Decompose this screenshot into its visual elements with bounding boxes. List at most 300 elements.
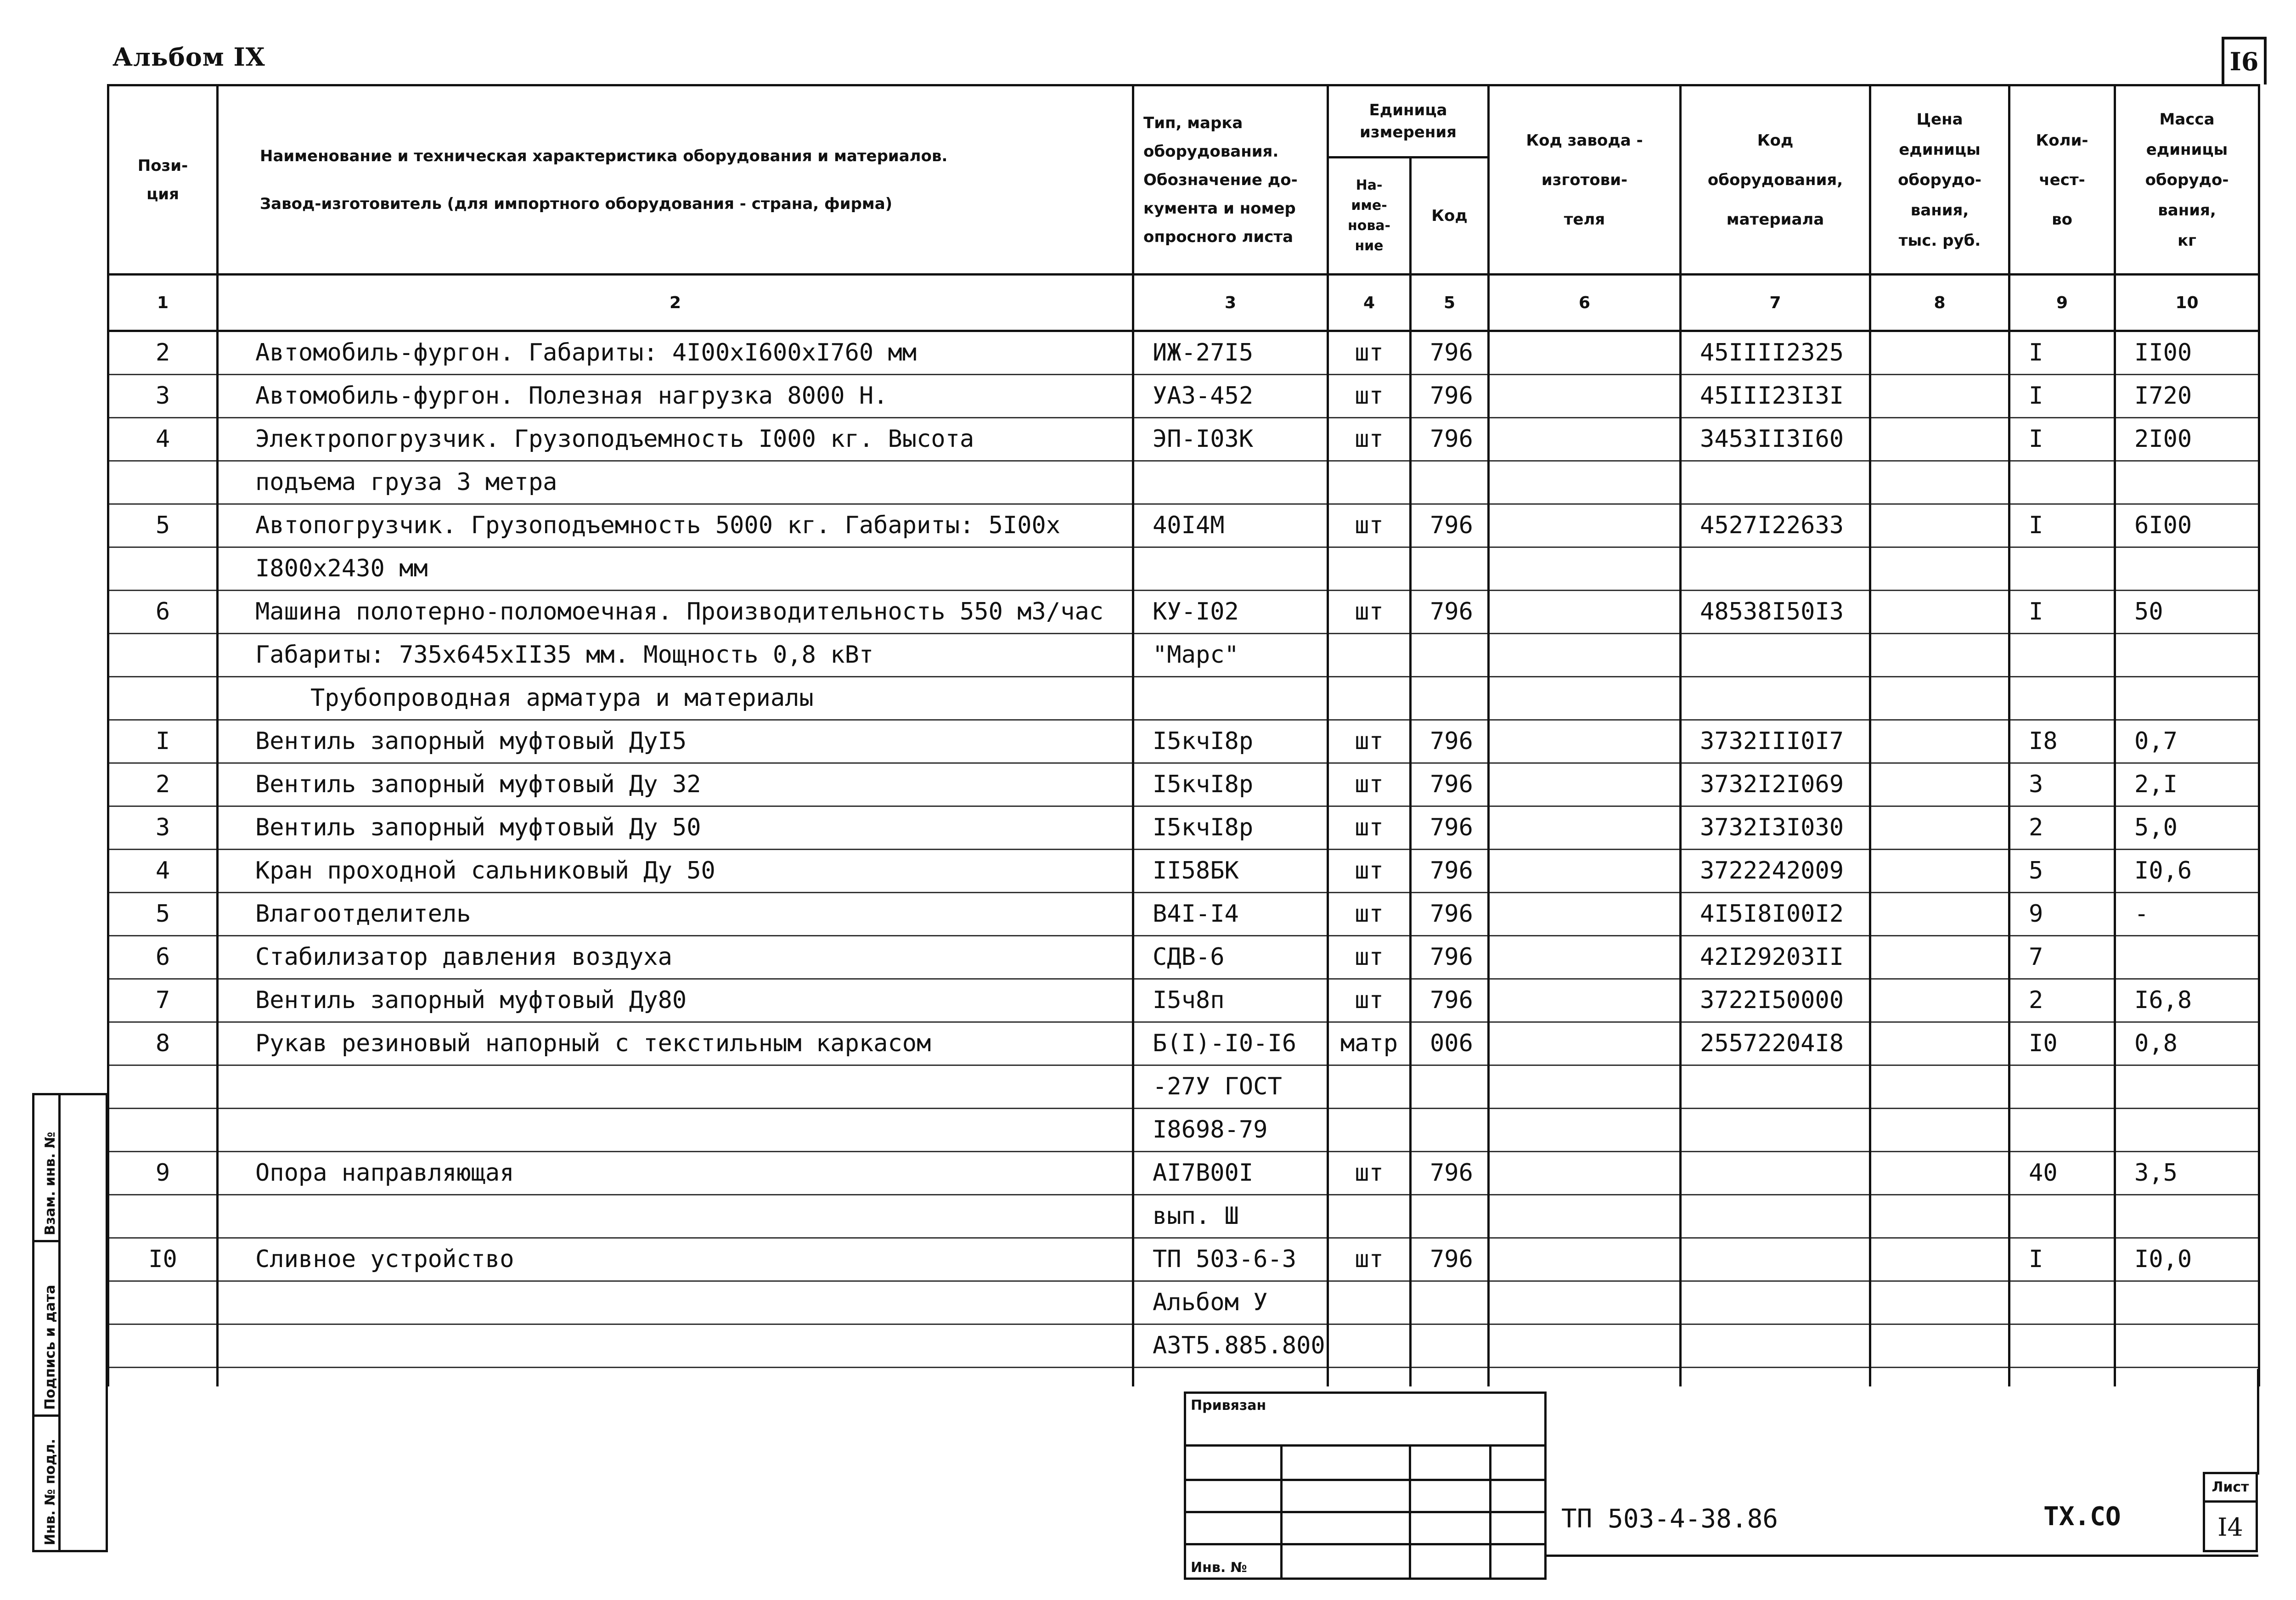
row-unit-name: шт [1328, 720, 1411, 763]
row-quantity: I [2009, 591, 2115, 634]
row-equipment-code: 3732I3I030 [1681, 806, 1870, 850]
stamp-grid [1184, 1447, 1547, 1580]
row-position [108, 1281, 218, 1324]
row-price [1870, 591, 2009, 634]
frame-right-extension [2257, 1369, 2259, 1475]
row-price [1870, 720, 2009, 763]
row-name [218, 1195, 1133, 1238]
table-filler-row [108, 1368, 2259, 1387]
sheet-number-box [2203, 1472, 2258, 1552]
row-mass: II00 [2115, 331, 2259, 375]
row-quantity: I8 [2009, 720, 2115, 763]
row-quantity [2009, 1065, 2115, 1109]
row-position: 4 [108, 850, 218, 893]
row-unit-code [1411, 1281, 1489, 1324]
row-position: I0 [108, 1238, 218, 1281]
row-unit-code: 796 [1411, 720, 1489, 763]
row-maker-code [1489, 461, 1681, 504]
row-position: 5 [108, 893, 218, 936]
row-name: Опора направляющая [218, 1152, 1133, 1195]
row-position [108, 677, 218, 720]
sheet-corner-number: I6 [2222, 37, 2267, 85]
row-position [108, 461, 218, 504]
row-unit-code [1411, 1324, 1489, 1368]
row-unit-name [1328, 677, 1411, 720]
row-name: Стабилизатор давления воздуха [218, 936, 1133, 979]
table-row [108, 806, 2259, 850]
row-quantity: I [2009, 331, 2115, 375]
row-quantity: 5 [2009, 850, 2115, 893]
side-label-vzam-inv: Взам. инв. № [42, 1132, 58, 1235]
row-mass [2115, 634, 2259, 677]
stamp-privyazan: Привязан [1184, 1392, 1547, 1447]
row-price [1870, 547, 2009, 591]
row-unit-code: 796 [1411, 418, 1489, 461]
row-name: Автомобиль-фургон. Габариты: 4I00xI600xI760 мм [218, 331, 1133, 375]
col-header-position: Пози- ция [108, 85, 218, 275]
row-mass: 2I00 [2115, 418, 2259, 461]
row-quantity [2009, 634, 2115, 677]
col-header-unit-group: Единица измерения [1328, 85, 1489, 158]
row-mass [2115, 1195, 2259, 1238]
row-position: 2 [108, 763, 218, 806]
row-type: I5ч8п [1133, 979, 1328, 1022]
row-maker-code [1489, 375, 1681, 418]
row-type: "Марс" [1133, 634, 1328, 677]
row-equipment-code [1681, 1195, 1870, 1238]
table-row [108, 1238, 2259, 1281]
row-quantity: 9 [2009, 893, 2115, 936]
row-mass: I0,6 [2115, 850, 2259, 893]
table-row [108, 677, 2259, 720]
row-mass: I720 [2115, 375, 2259, 418]
row-name: Сливное устройство [218, 1238, 1133, 1281]
col-number: 6 [1489, 275, 1681, 331]
row-quantity: I [2009, 1238, 2115, 1281]
row-quantity: 40 [2009, 1152, 2115, 1195]
row-unit-name [1328, 547, 1411, 591]
row-type: -27У ГОСТ [1133, 1065, 1328, 1109]
row-type: КУ-I02 [1133, 591, 1328, 634]
row-unit-name: шт [1328, 591, 1411, 634]
row-mass: I6,8 [2115, 979, 2259, 1022]
row-mass: 0,7 [2115, 720, 2259, 763]
row-position: 3 [108, 806, 218, 850]
row-unit-name: шт [1328, 763, 1411, 806]
row-name: Вентиль запорный муфтовый Ду 50 [218, 806, 1133, 850]
side-label-podpis-data: Подпись и дата [42, 1285, 58, 1410]
row-type: СДВ-6 [1133, 936, 1328, 979]
row-position [108, 1195, 218, 1238]
table-row [108, 1195, 2259, 1238]
row-equipment-code: 3453II3I60 [1681, 418, 1870, 461]
row-price [1870, 1109, 2009, 1152]
row-price [1870, 1152, 2009, 1195]
col-number: 4 [1328, 275, 1411, 331]
row-mass [2115, 461, 2259, 504]
row-mass: 0,8 [2115, 1022, 2259, 1065]
row-maker-code [1489, 1195, 1681, 1238]
row-name: Габариты: 735x645xII35 мм. Мощность 0,8 кВт [218, 634, 1133, 677]
row-position: 8 [108, 1022, 218, 1065]
row-price [1870, 1022, 2009, 1065]
row-type: В4I-I4 [1133, 893, 1328, 936]
table-row [108, 591, 2259, 634]
row-name: Вентиль запорный муфтовый Ду 32 [218, 763, 1133, 806]
table-row [108, 504, 2259, 547]
col-number: 1 [108, 275, 218, 331]
row-position [108, 547, 218, 591]
row-maker-code [1489, 763, 1681, 806]
table-row [108, 893, 2259, 936]
row-mass [2115, 1324, 2259, 1368]
row-name: Вентиль запорный муфтовый Ду80 [218, 979, 1133, 1022]
row-equipment-code: 4I5I8I00I2 [1681, 893, 1870, 936]
specification-table [107, 84, 2260, 1386]
col-header-unit-name: На- име- нова- ние [1328, 158, 1411, 275]
row-maker-code [1489, 331, 1681, 375]
row-maker-code [1489, 591, 1681, 634]
row-maker-code [1489, 1238, 1681, 1281]
row-position: 4 [108, 418, 218, 461]
table-row [108, 634, 2259, 677]
row-unit-name: шт [1328, 893, 1411, 936]
row-price [1870, 375, 2009, 418]
col-number: 7 [1681, 275, 1870, 331]
row-equipment-code [1681, 547, 1870, 591]
row-price [1870, 1065, 2009, 1109]
row-price [1870, 806, 2009, 850]
row-position: 6 [108, 591, 218, 634]
row-quantity [2009, 1195, 2115, 1238]
table-row [108, 331, 2259, 375]
row-unit-name [1328, 461, 1411, 504]
col-header-type: Тип, марка оборудования. Обозначение до- кумента и номер опросного листа [1133, 85, 1328, 275]
row-type: УАЗ-452 [1133, 375, 1328, 418]
row-unit-name: шт [1328, 418, 1411, 461]
col-header-price: Цена единицы оборудо- вания, тыс. руб. [1870, 85, 2009, 275]
row-unit-name: шт [1328, 806, 1411, 850]
row-name [218, 1109, 1133, 1152]
row-name [218, 1324, 1133, 1368]
row-type: АI7В00I [1133, 1152, 1328, 1195]
row-unit-code [1411, 677, 1489, 720]
row-type: Альбом У [1133, 1281, 1328, 1324]
row-price [1870, 418, 2009, 461]
row-price [1870, 677, 2009, 720]
row-type: I5кчI8р [1133, 720, 1328, 763]
row-maker-code [1489, 893, 1681, 936]
row-maker-code [1489, 979, 1681, 1022]
col-number: 10 [2115, 275, 2259, 331]
row-type: ИЖ-27I5 [1133, 331, 1328, 375]
row-position [108, 634, 218, 677]
row-name: Трубопроводная арматура и материалы [218, 677, 1133, 720]
table-row [108, 1152, 2259, 1195]
table-row [108, 936, 2259, 979]
table-row [108, 1281, 2259, 1324]
row-mass [2115, 1065, 2259, 1109]
row-equipment-code [1681, 1065, 1870, 1109]
table-row [108, 1324, 2259, 1368]
row-mass [2115, 547, 2259, 591]
document-code: ТП 503-4-38.86 [1561, 1504, 1778, 1534]
row-maker-code [1489, 1065, 1681, 1109]
row-name: подъема груза 3 метра [218, 461, 1133, 504]
row-unit-name [1328, 1065, 1411, 1109]
table-row [108, 375, 2259, 418]
row-unit-code [1411, 634, 1489, 677]
row-unit-code: 006 [1411, 1022, 1489, 1065]
row-type [1133, 547, 1328, 591]
col-number: 5 [1411, 275, 1489, 331]
table-row [108, 1022, 2259, 1065]
column-numbers-row [108, 275, 2259, 331]
row-name: Вентиль запорный муфтовый ДуI5 [218, 720, 1133, 763]
row-equipment-code: 3722I50000 [1681, 979, 1870, 1022]
album-label: Альбом IX [113, 42, 265, 72]
col-header-equipment-code: Код оборудования, материала [1681, 85, 1870, 275]
row-price [1870, 504, 2009, 547]
side-cell-podpis [34, 1242, 58, 1417]
row-name: Рукав резиновый напорный с текстильным каркасом [218, 1022, 1133, 1065]
row-unit-name: шт [1328, 936, 1411, 979]
row-unit-code: 796 [1411, 591, 1489, 634]
row-quantity: I [2009, 375, 2115, 418]
row-unit-name: матр [1328, 1022, 1411, 1065]
side-cell-inv-podl [34, 1417, 58, 1550]
row-quantity [2009, 1109, 2115, 1152]
row-position: 7 [108, 979, 218, 1022]
row-price [1870, 979, 2009, 1022]
row-position: 9 [108, 1152, 218, 1195]
row-mass [2115, 936, 2259, 979]
row-type: 40I4М [1133, 504, 1328, 547]
col-header-quantity: Коли- чест- во [2009, 85, 2115, 275]
side-cell-vzam [34, 1095, 58, 1242]
row-unit-name [1328, 634, 1411, 677]
row-quantity [2009, 461, 2115, 504]
row-unit-code: 796 [1411, 1238, 1489, 1281]
row-type: II58БК [1133, 850, 1328, 893]
row-equipment-code: 3732I2I069 [1681, 763, 1870, 806]
row-unit-code [1411, 1065, 1489, 1109]
row-mass [2115, 677, 2259, 720]
row-price [1870, 1324, 2009, 1368]
row-maker-code [1489, 806, 1681, 850]
row-name: Электропогрузчик. Грузоподъемность I000 кг. Высота [218, 418, 1133, 461]
row-unit-name: шт [1328, 504, 1411, 547]
col-header-unit-code: Код [1411, 158, 1489, 275]
row-maker-code [1489, 547, 1681, 591]
row-quantity: 2 [2009, 979, 2115, 1022]
table-row [108, 979, 2259, 1022]
side-label-inv-podl: Инв. № подл. [42, 1438, 58, 1545]
row-type: вып. Ш [1133, 1195, 1328, 1238]
col-number: 2 [218, 275, 1133, 331]
row-position [108, 1065, 218, 1109]
col-header-name: Наименование и техническая характеристика оборудования и материалов. Завод-изготовитель (для импортного оборудования - страна, фирма) [218, 85, 1133, 275]
row-maker-code [1489, 677, 1681, 720]
row-price [1870, 1195, 2009, 1238]
row-unit-name [1328, 1324, 1411, 1368]
row-equipment-code [1681, 1109, 1870, 1152]
title-block-bottom-line [1547, 1555, 2258, 1557]
row-unit-code: 796 [1411, 763, 1489, 806]
row-unit-name [1328, 1281, 1411, 1324]
row-type: ЭП-I03К [1133, 418, 1328, 461]
row-price [1870, 634, 2009, 677]
row-equipment-code: 3732III0I7 [1681, 720, 1870, 763]
row-price [1870, 893, 2009, 936]
header-row-top [108, 85, 2259, 158]
row-price [1870, 1238, 2009, 1281]
row-mass: 6I00 [2115, 504, 2259, 547]
row-type: I5кчI8р [1133, 763, 1328, 806]
row-unit-name: шт [1328, 1238, 1411, 1281]
row-maker-code [1489, 936, 1681, 979]
row-maker-code [1489, 1109, 1681, 1152]
col-number: 3 [1133, 275, 1328, 331]
row-unit-code: 796 [1411, 850, 1489, 893]
row-quantity: I [2009, 418, 2115, 461]
row-price [1870, 936, 2009, 979]
row-name: Машина полотерно-поломоечная. Производительность 550 м3/час [218, 591, 1133, 634]
row-equipment-code [1681, 677, 1870, 720]
sheet-label: Лист [2205, 1474, 2256, 1503]
row-equipment-code [1681, 634, 1870, 677]
row-name: Автомобиль-фургон. Полезная нагрузка 8000 Н. [218, 375, 1133, 418]
row-equipment-code: 4527I22633 [1681, 504, 1870, 547]
row-quantity: 3 [2009, 763, 2115, 806]
row-quantity [2009, 677, 2115, 720]
table-body [108, 331, 2259, 1387]
row-quantity [2009, 1324, 2115, 1368]
row-position: 2 [108, 331, 218, 375]
table-row [108, 418, 2259, 461]
row-maker-code [1489, 1152, 1681, 1195]
row-type: I5кчI8р [1133, 806, 1328, 850]
row-type [1133, 461, 1328, 504]
row-unit-code: 796 [1411, 936, 1489, 979]
row-unit-code: 796 [1411, 979, 1489, 1022]
row-unit-name: шт [1328, 979, 1411, 1022]
row-price [1870, 850, 2009, 893]
row-equipment-code: 45IIII2325 [1681, 331, 1870, 375]
row-name: Кран проходной сальниковый Ду 50 [218, 850, 1133, 893]
row-type [1133, 677, 1328, 720]
row-mass: 3,5 [2115, 1152, 2259, 1195]
row-unit-code [1411, 1109, 1489, 1152]
row-equipment-code [1681, 1152, 1870, 1195]
row-equipment-code: 42I29203II [1681, 936, 1870, 979]
row-type: Б(I)-I0-I6 [1133, 1022, 1328, 1065]
table-row [108, 1109, 2259, 1152]
side-approval-strip [32, 1093, 108, 1552]
col-header-maker-code: Код завода - изготови- теля [1489, 85, 1681, 275]
row-mass: 5,0 [2115, 806, 2259, 850]
row-equipment-code: 45III23I3I [1681, 375, 1870, 418]
document-mark: ТХ.СО [2043, 1502, 2121, 1532]
row-type: I8698-79 [1133, 1109, 1328, 1152]
table-row [108, 720, 2259, 763]
row-quantity: 2 [2009, 806, 2115, 850]
row-unit-code [1411, 461, 1489, 504]
row-quantity: I [2009, 504, 2115, 547]
col-number: 8 [1870, 275, 2009, 331]
row-maker-code [1489, 1022, 1681, 1065]
row-maker-code [1489, 418, 1681, 461]
row-maker-code [1489, 634, 1681, 677]
table-row [108, 547, 2259, 591]
row-price [1870, 763, 2009, 806]
row-name: I800x2430 мм [218, 547, 1133, 591]
row-name [218, 1065, 1133, 1109]
row-quantity [2009, 547, 2115, 591]
row-quantity: I0 [2009, 1022, 2115, 1065]
row-name: Автопогрузчик. Грузоподъемность 5000 кг. Габариты: 5I00х [218, 504, 1133, 547]
row-position: 5 [108, 504, 218, 547]
row-unit-code: 796 [1411, 893, 1489, 936]
col-number: 9 [2009, 275, 2115, 331]
row-maker-code [1489, 850, 1681, 893]
row-equipment-code: 48538I50I3 [1681, 591, 1870, 634]
row-unit-name [1328, 1109, 1411, 1152]
row-type: АЗТ5.885.800 [1133, 1324, 1328, 1368]
row-mass [2115, 1281, 2259, 1324]
row-maker-code [1489, 720, 1681, 763]
row-unit-code: 796 [1411, 331, 1489, 375]
row-equipment-code: 25572204I8 [1681, 1022, 1870, 1065]
row-mass [2115, 1109, 2259, 1152]
row-unit-code [1411, 1195, 1489, 1238]
table-row [108, 461, 2259, 504]
row-position [108, 1324, 218, 1368]
row-equipment-code [1681, 1238, 1870, 1281]
row-equipment-code [1681, 1324, 1870, 1368]
row-price [1870, 461, 2009, 504]
row-unit-code: 796 [1411, 1152, 1489, 1195]
col-header-mass: Масса единицы оборудо- вания, кг [2115, 85, 2259, 275]
row-unit-code: 796 [1411, 504, 1489, 547]
row-unit-name: шт [1328, 375, 1411, 418]
row-equipment-code [1681, 1281, 1870, 1324]
sheet-number: I4 [2217, 1513, 2243, 1542]
row-position [108, 1109, 218, 1152]
row-mass: 50 [2115, 591, 2259, 634]
row-name: Влагоотделитель [218, 893, 1133, 936]
row-quantity [2009, 1281, 2115, 1324]
row-position: I [108, 720, 218, 763]
row-unit-code: 796 [1411, 806, 1489, 850]
stamp-inv-label: Инв. № [1191, 1560, 1247, 1576]
table-row [108, 763, 2259, 806]
row-name [218, 1281, 1133, 1324]
row-equipment-code [1681, 461, 1870, 504]
row-maker-code [1489, 504, 1681, 547]
row-mass: I0,0 [2115, 1238, 2259, 1281]
row-price [1870, 1281, 2009, 1324]
row-unit-name: шт [1328, 331, 1411, 375]
row-position: 3 [108, 375, 218, 418]
row-unit-name: шт [1328, 1152, 1411, 1195]
row-unit-name: шт [1328, 850, 1411, 893]
row-unit-code: 796 [1411, 375, 1489, 418]
row-quantity: 7 [2009, 936, 2115, 979]
row-mass: 2,I [2115, 763, 2259, 806]
row-unit-code [1411, 547, 1489, 591]
row-price [1870, 331, 2009, 375]
